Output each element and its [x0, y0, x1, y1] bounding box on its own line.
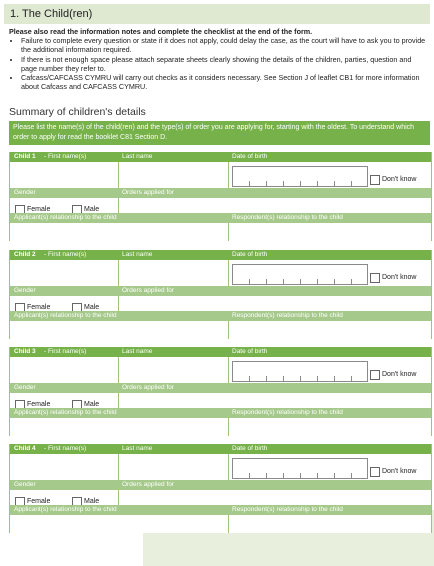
relationship-header-row	[10, 408, 431, 418]
last-name-input[interactable]	[119, 454, 227, 480]
gender-label: Gender	[14, 481, 36, 488]
last-name-label: Last name	[122, 445, 153, 452]
male-label: Male	[84, 498, 100, 506]
gender-row	[10, 198, 431, 213]
child-label: Child 3	[14, 348, 36, 355]
divider	[228, 260, 229, 286]
female-label: Female	[27, 498, 51, 506]
first-name-input[interactable]	[10, 260, 118, 286]
respondent-relationship-input[interactable]	[229, 223, 431, 241]
dont-know-option[interactable]	[370, 269, 416, 287]
name-fields-row	[10, 162, 431, 188]
orders-label: Orders applied for	[122, 287, 175, 294]
orders-input[interactable]	[119, 490, 431, 505]
last-name-input[interactable]	[119, 260, 227, 286]
last-name-input[interactable]	[119, 162, 227, 188]
dont-know-label: Don't know	[382, 468, 417, 476]
first-name-label: - First name(s)	[44, 348, 87, 355]
name-fields-row	[10, 454, 431, 480]
applicant-relationship-input[interactable]	[10, 418, 228, 436]
gender-header-row	[10, 480, 431, 490]
relationship-header-row	[10, 311, 431, 321]
dont-know-checkbox[interactable]	[370, 273, 380, 283]
first-name-input[interactable]	[10, 162, 118, 188]
relationship-header-row	[10, 213, 431, 223]
male-label: Male	[84, 401, 100, 409]
name-header-row	[10, 347, 431, 357]
intro-lead: Please also read the information notes and complete the checklist at the end of the form.	[9, 27, 313, 36]
respondent-relationship-input[interactable]	[229, 515, 431, 533]
name-fields-row	[10, 357, 431, 383]
gender-label: Gender	[14, 189, 36, 196]
dont-know-label: Don't know	[382, 371, 417, 379]
dob-label: Date of birth	[232, 348, 268, 355]
relationship-row	[10, 321, 431, 339]
respondent-relationship-label: Respondent(s) relationship to the child	[232, 214, 343, 221]
respondent-relationship-input[interactable]	[229, 321, 431, 339]
respondent-relationship-label: Respondent(s) relationship to the child	[232, 506, 343, 513]
last-name-label: Last name	[122, 153, 153, 160]
summary-heading: Summary of children's details	[9, 106, 146, 118]
intro-bullets	[9, 36, 429, 91]
name-header-row	[10, 444, 431, 454]
male-label: Male	[84, 206, 100, 214]
female-label: Female	[27, 206, 51, 214]
female-label: Female	[27, 304, 51, 312]
gender-header-row	[10, 188, 431, 198]
name-fields-row	[10, 260, 431, 286]
dont-know-option[interactable]	[370, 366, 416, 384]
dob-input[interactable]	[232, 166, 368, 187]
last-name-label: Last name	[122, 348, 153, 355]
relationship-row	[10, 515, 431, 533]
orders-label: Orders applied for	[122, 384, 175, 391]
first-name-input[interactable]	[10, 454, 118, 480]
first-name-label: - First name(s)	[44, 153, 87, 160]
gender-label: Gender	[14, 384, 36, 391]
applicant-relationship-label: Applicant(s) relationship to the child	[14, 506, 117, 513]
gender-row	[10, 490, 431, 505]
applicant-relationship-input[interactable]	[10, 223, 228, 241]
child-block-2	[9, 250, 432, 339]
child-block-3	[9, 347, 432, 436]
dont-know-label: Don't know	[382, 176, 417, 184]
last-name-label: Last name	[122, 251, 153, 258]
dob-input[interactable]	[232, 458, 368, 479]
section-title: 1. The Child(ren)	[4, 4, 430, 24]
dob-input[interactable]	[232, 264, 368, 285]
applicant-relationship-label: Applicant(s) relationship to the child	[14, 312, 117, 319]
dont-know-option[interactable]	[370, 463, 416, 481]
respondent-relationship-input[interactable]	[229, 418, 431, 436]
gender-header-row	[10, 286, 431, 296]
dont-know-label: Don't know	[382, 274, 417, 282]
applicant-relationship-input[interactable]	[10, 515, 228, 533]
dob-label: Date of birth	[232, 251, 268, 258]
child-label: Child 2	[14, 251, 36, 258]
first-name-input[interactable]	[10, 357, 118, 383]
divider	[228, 162, 229, 188]
orders-input[interactable]	[119, 393, 431, 408]
dob-label: Date of birth	[232, 153, 268, 160]
name-header-row	[10, 250, 431, 260]
child-label: Child 1	[14, 153, 36, 160]
intro-bullet: • Cafcass/CAFCASS CYMRU will carry out checks as it considers necessary. See Section J of leaflet CB1 for more information about Cafcass and CAFCASS CYMRU.	[21, 73, 429, 91]
dont-know-checkbox[interactable]	[370, 175, 380, 185]
dont-know-checkbox[interactable]	[370, 467, 380, 477]
respondent-relationship-label: Respondent(s) relationship to the child	[232, 312, 343, 319]
first-name-label: - First name(s)	[44, 445, 87, 452]
relationship-row	[10, 418, 431, 436]
instruction-note: Please list the name(s) of the child(ren) and the type(s) of order you are applying for, starting with the oldest. To understand which order to apply for read the booklet C81 Section D.	[9, 121, 430, 145]
gender-row	[10, 296, 431, 311]
child-label: Child 4	[14, 445, 36, 452]
applicant-relationship-input[interactable]	[10, 321, 228, 339]
child-block-1	[9, 152, 432, 241]
orders-label: Orders applied for	[122, 189, 175, 196]
name-header-row	[10, 152, 431, 162]
gender-header-row	[10, 383, 431, 393]
dob-input[interactable]	[232, 361, 368, 382]
first-name-label: - First name(s)	[44, 251, 87, 258]
gender-row	[10, 393, 431, 408]
dob-label: Date of birth	[232, 445, 268, 452]
relationship-row	[10, 223, 431, 241]
intro-block	[9, 27, 429, 91]
applicant-relationship-label: Applicant(s) relationship to the child	[14, 214, 117, 221]
respondent-relationship-label: Respondent(s) relationship to the child	[232, 409, 343, 416]
dont-know-checkbox[interactable]	[370, 370, 380, 380]
intro-bullet: • If there is not enough space please attach separate sheets clearly showing the details of the children, parties, question and page number they refer to.	[21, 55, 429, 73]
gender-label: Gender	[14, 287, 36, 294]
last-name-input[interactable]	[119, 357, 227, 383]
female-label: Female	[27, 401, 51, 409]
orders-input[interactable]	[119, 296, 431, 311]
male-label: Male	[84, 304, 100, 312]
divider	[228, 357, 229, 383]
dont-know-option[interactable]	[370, 171, 416, 189]
intro-bullet: • Failure to complete every question or state if it does not apply, could delay the case, as the court will have to ask you to provide the additional information required.	[21, 36, 429, 54]
applicant-relationship-label: Applicant(s) relationship to the child	[14, 409, 117, 416]
divider	[228, 454, 229, 480]
orders-label: Orders applied for	[122, 481, 175, 488]
orders-input[interactable]	[119, 198, 431, 213]
child-block-4	[9, 444, 432, 533]
relationship-header-row	[10, 505, 431, 515]
